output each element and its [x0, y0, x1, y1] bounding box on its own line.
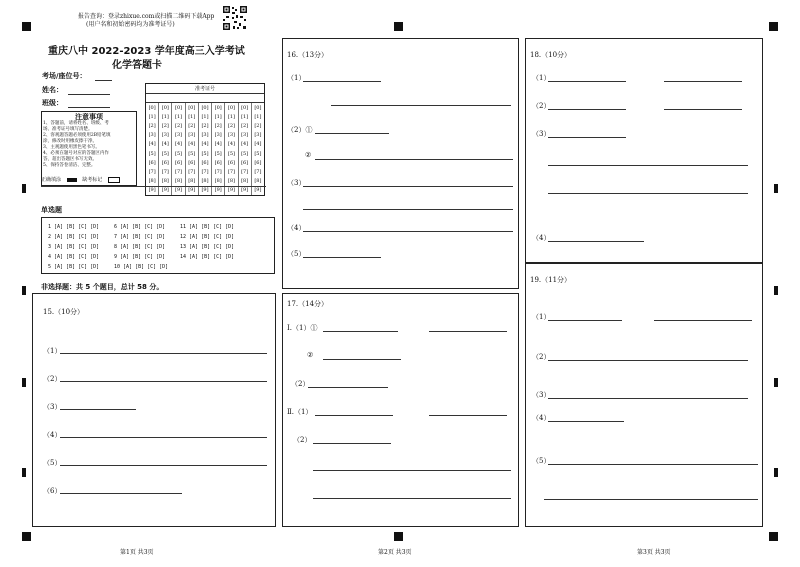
candidate-id-bubble[interactable]: [2] — [188, 122, 196, 129]
name-field[interactable] — [68, 94, 110, 95]
absent-mark-box[interactable] — [108, 177, 120, 183]
q16-part5-label: （5） — [287, 250, 306, 258]
q15-title: 15.（10分） — [43, 308, 85, 316]
candidate-id-bubble[interactable]: [5] — [148, 150, 156, 157]
q16-title: 16.（13分） — [287, 51, 329, 59]
candidate-id-column — [146, 103, 159, 195]
timing-mark-right-3 — [774, 378, 778, 387]
q19-part2-label: （2） — [532, 353, 551, 361]
q17-part1-answer-c[interactable] — [323, 359, 401, 360]
candidate-id-bubble[interactable]: [1] — [201, 113, 209, 120]
q18-part2-answer-b[interactable] — [664, 109, 742, 110]
candidate-id-bubble[interactable]: [8] — [241, 178, 249, 185]
q15-part3-label: （3） — [43, 403, 62, 411]
q18-part3-answer-c[interactable] — [548, 193, 748, 194]
q19-title: 19.（11分） — [530, 276, 572, 284]
mc-grid — [48, 222, 246, 272]
candidate-id-bubble[interactable]: [6] — [188, 159, 196, 166]
q18-title: 18.（10分） — [530, 51, 572, 59]
q19-part1-answer-a[interactable] — [548, 320, 622, 321]
mc-question[interactable]: 2 [A] [B] [C] [D] — [48, 234, 100, 240]
candidate-id-bubble[interactable]: [0] — [148, 104, 156, 111]
q19-box — [525, 263, 763, 527]
candidate-id-bubble[interactable]: [1] — [241, 113, 249, 120]
candidate-id-bubble[interactable]: [9] — [201, 187, 209, 194]
candidate-id-bubble[interactable]: [8] — [175, 178, 183, 185]
q15-part5-answer[interactable] — [60, 465, 267, 466]
candidate-id-bubble[interactable]: [9] — [254, 187, 262, 194]
mc-question[interactable]: 14 [A] [B] [C] [D] — [180, 254, 235, 260]
candidate-id-bubble[interactable]: [8] — [201, 178, 209, 185]
footer-page2: 第2页 共3页 — [378, 549, 412, 556]
mc-question[interactable]: 1 [A] [B] [C] [D] — [48, 224, 100, 230]
q16-part2-label: （2）① — [287, 126, 313, 134]
candidate-id-bubble[interactable]: [5] — [201, 150, 209, 157]
candidate-id-label: 准考证号 — [194, 86, 215, 92]
notes-list — [43, 121, 111, 169]
candidate-id-bubble[interactable]: [1] — [254, 113, 262, 120]
timing-mark-left-2 — [22, 286, 26, 295]
candidate-id-bubble[interactable]: [6] — [227, 159, 235, 166]
q15-part1-answer[interactable] — [60, 353, 267, 354]
exam-subtitle: 化学答题卡 — [112, 60, 162, 71]
q19-part1-answer-b[interactable] — [654, 320, 752, 321]
q15-part3-answer[interactable] — [60, 409, 136, 410]
candidate-id-bubble[interactable]: [1] — [214, 113, 222, 120]
q17-title: 17.（14分） — [287, 300, 329, 308]
candidate-id-bubble[interactable]: [0] — [241, 104, 249, 111]
q19-part3-answer[interactable] — [548, 398, 748, 399]
candidate-id-bubble[interactable]: [5] — [227, 150, 235, 157]
candidate-id-bubble[interactable]: [3] — [214, 132, 222, 139]
mc-question[interactable] — [180, 262, 246, 272]
mc-row — [48, 262, 246, 272]
q17-part2-answer[interactable] — [308, 387, 388, 388]
candidate-id-bubble[interactable]: [3] — [201, 132, 209, 139]
mc-box — [41, 217, 275, 274]
candidate-id-grid — [146, 103, 264, 195]
candidate-id-bubble[interactable]: [3] — [161, 132, 169, 139]
candidate-id-bubble[interactable]: [6] — [161, 159, 169, 166]
candidate-id-bubble[interactable]: [5] — [188, 150, 196, 157]
timing-mark-left-1 — [22, 184, 26, 193]
q15-part4-answer[interactable] — [60, 437, 267, 438]
notes-item: 5、保持答卷清洁、完整。 — [43, 163, 96, 168]
report-notice-line2: (用户名和初始密码均为准考证号) — [86, 21, 175, 28]
q16-part1-label: （1） — [287, 74, 306, 82]
q19-part5-label: （5） — [532, 457, 551, 465]
q16-part5-answer[interactable] — [303, 257, 381, 258]
q18-part4-label: （4） — [532, 234, 551, 242]
mc-question[interactable]: 13 [A] [B] [C] [D] — [180, 244, 235, 250]
mc-question[interactable]: 12 [A] [B] [C] [D] — [180, 234, 235, 240]
candidate-id-bubble[interactable]: [6] — [175, 159, 183, 166]
candidate-id-column — [239, 103, 252, 195]
candidate-id-bubble[interactable]: [4] — [254, 141, 262, 148]
q15-box — [32, 293, 276, 527]
candidate-id-bubble[interactable]: [2] — [175, 122, 183, 129]
mc-row — [48, 252, 246, 262]
notes-item: 场、准考证号填写清楚。 — [43, 127, 93, 132]
mc-question[interactable]: 3 [A] [B] [C] [D] — [48, 244, 100, 250]
timing-mark-left-4 — [22, 468, 26, 477]
seat-label: 考场/座位号： — [42, 72, 87, 80]
q19-part4-label: （4） — [532, 414, 551, 422]
qr-code-icon — [222, 5, 248, 31]
candidate-id-bubble[interactable]: [5] — [175, 150, 183, 157]
q17-part4-label: （2） — [293, 436, 312, 444]
mc-question[interactable]: 11 [A] [B] [C] [D] — [180, 224, 235, 230]
mc-question[interactable]: 10 [A] [B] [C] [D] — [114, 264, 169, 270]
timing-mark-left-3 — [22, 378, 26, 387]
candidate-id-bubble[interactable]: [9] — [175, 187, 183, 194]
q17-part1b-label: ② — [307, 351, 314, 359]
q17-part3-answer-b[interactable] — [429, 415, 507, 416]
candidate-id-bubble[interactable]: [2] — [241, 122, 249, 129]
q16-part3-answer-a[interactable] — [303, 186, 513, 187]
q17-part4-answer-b[interactable] — [313, 470, 511, 471]
mc-row — [48, 232, 246, 242]
q18-part1-label: （1） — [532, 74, 551, 82]
q18-part2-label: （2） — [532, 102, 551, 110]
q16-box — [282, 38, 519, 289]
candidate-id-bubble[interactable]: [8] — [148, 178, 156, 185]
q17-part4-answer-a[interactable] — [313, 443, 391, 444]
candidate-id-bubble[interactable]: [7] — [188, 168, 196, 175]
candidate-id-bubble[interactable]: [4] — [241, 141, 249, 148]
timing-mark-right-1 — [774, 184, 778, 193]
candidate-id-bubble[interactable]: [3] — [148, 132, 156, 139]
candidate-id-bubble[interactable]: [7] — [175, 168, 183, 175]
candidate-id-bubble[interactable]: [6] — [148, 159, 156, 166]
candidate-id-bubble[interactable]: [8] — [254, 178, 262, 185]
seat-field[interactable] — [95, 80, 112, 81]
q19-part2-answer[interactable] — [548, 360, 748, 361]
candidate-id-bubble[interactable]: [3] — [175, 132, 183, 139]
candidate-id-bubble[interactable]: [7] — [148, 168, 156, 175]
notes-item: 涂，修改时用橡皮擦干净。 — [43, 139, 97, 144]
mc-question[interactable]: 6 [A] [B] [C] [D] — [114, 224, 166, 230]
q16-part2-answer-a[interactable] — [315, 133, 389, 134]
mc-question[interactable]: 9 [A] [B] [C] [D] — [114, 254, 166, 260]
candidate-id-bubble[interactable]: [0] — [188, 104, 196, 111]
candidate-id-box — [145, 83, 265, 196]
absent-mark-label: 缺考标记 — [82, 177, 103, 183]
candidate-id-bubble[interactable]: [1] — [188, 113, 196, 120]
candidate-id-bubble[interactable]: [9] — [214, 187, 222, 194]
timing-mark-right-2 — [774, 286, 778, 295]
corner-mark-tr — [769, 22, 778, 31]
non-mc-title: 非选择题：共 5 个题目，总计 58 分。 — [41, 283, 164, 291]
candidate-id-column — [212, 103, 225, 195]
candidate-id-bubble[interactable]: [0] — [254, 104, 262, 111]
candidate-id-bubble[interactable]: [6] — [241, 159, 249, 166]
q16-part2b-label: ② — [305, 151, 312, 159]
candidate-id-bubble[interactable]: [7] — [201, 168, 209, 175]
candidate-id-column — [252, 103, 264, 195]
class-field[interactable] — [68, 107, 110, 108]
corner-mark-mid-tl — [394, 22, 403, 31]
candidate-id-bubble[interactable]: [7] — [227, 168, 235, 175]
q15-part6-answer[interactable] — [60, 493, 182, 494]
q16-part3-label: （3） — [287, 179, 306, 187]
candidate-id-column — [225, 103, 238, 195]
candidate-id-bubble[interactable]: [7] — [254, 168, 262, 175]
candidate-id-bubble[interactable]: [1] — [175, 113, 183, 120]
candidate-id-bubble[interactable]: [2] — [148, 122, 156, 129]
q16-part1-answer-a[interactable] — [303, 81, 381, 82]
q19-part3-label: （3） — [532, 391, 551, 399]
q15-part6-label: （6） — [43, 487, 62, 495]
notes-item: 2、客观题答题必须使用2B铅笔填 — [43, 133, 111, 138]
candidate-id-bubble[interactable]: [5] — [241, 150, 249, 157]
notes-rule — [41, 186, 266, 187]
candidate-id-bubble[interactable]: [2] — [254, 122, 262, 129]
candidate-id-bubble[interactable]: [9] — [241, 187, 249, 194]
candidate-id-bubble[interactable]: [7] — [161, 168, 169, 175]
q18-part4-answer[interactable] — [548, 241, 644, 242]
candidate-id-bubble[interactable]: [0] — [214, 104, 222, 111]
q18-part1-answer-a[interactable] — [548, 81, 626, 82]
corner-mark-mid-bl — [394, 532, 403, 541]
candidate-id-bubble[interactable]: [4] — [161, 141, 169, 148]
q17-part4-answer-c[interactable] — [313, 498, 511, 499]
candidate-id-bubble[interactable]: [3] — [227, 132, 235, 139]
candidate-id-bubble[interactable]: [0] — [201, 104, 209, 111]
candidate-id-bubble[interactable]: [0] — [227, 104, 235, 111]
candidate-id-bubble[interactable]: [4] — [214, 141, 222, 148]
q18-part2-answer-a[interactable] — [548, 109, 626, 110]
footer-page1: 第1页 共3页 — [120, 549, 154, 556]
notes-item: 3、主观题使用黑色笔书写。 — [43, 145, 100, 150]
candidate-id-bubble[interactable]: [3] — [188, 132, 196, 139]
candidate-id-bubble[interactable]: [2] — [227, 122, 235, 129]
q17-part3-answer-a[interactable] — [315, 415, 393, 416]
q15-part2-label: （2） — [43, 375, 62, 383]
candidate-id-column — [172, 103, 185, 195]
mc-question[interactable]: 4 [A] [B] [C] [D] — [48, 254, 100, 260]
fill-legend — [41, 176, 120, 183]
candidate-id-bubble[interactable]: [9] — [188, 187, 196, 194]
candidate-id-bubble[interactable]: [4] — [227, 141, 235, 148]
correct-fill-label: 正确填涂 — [41, 177, 62, 183]
exam-title: 重庆八中 2022-2023 学年度高三入学考试 — [48, 46, 245, 57]
mc-question[interactable]: 5 [A] [B] [C] [D] — [48, 264, 100, 270]
candidate-id-bubble[interactable]: [8] — [188, 178, 196, 185]
candidate-id-bubble[interactable]: [9] — [227, 187, 235, 194]
q17-part1-label: Ⅰ.（1）① — [287, 324, 318, 332]
candidate-id-bubble[interactable]: [4] — [148, 141, 156, 148]
notes-item: 1、答题前，请将姓名、班级、考 — [43, 121, 109, 126]
q18-part3-answer-b[interactable] — [548, 165, 748, 166]
q18-part3-label: （3） — [532, 130, 551, 138]
q18-part3-answer-a[interactable] — [548, 137, 626, 138]
candidate-id-column — [159, 103, 172, 195]
class-label: 班级： — [42, 99, 63, 107]
q17-part1-answer-a[interactable] — [323, 331, 398, 332]
q16-part1-answer-b[interactable] — [331, 105, 511, 106]
candidate-id-bubble[interactable]: [5] — [214, 150, 222, 157]
candidate-id-bubble[interactable]: [7] — [214, 168, 222, 175]
q16-part3-answer-b[interactable] — [303, 209, 513, 210]
timing-mark-right-4 — [774, 468, 778, 477]
q17-part3-label: Ⅱ.（1） — [287, 408, 313, 416]
candidate-id-bubble[interactable]: [2] — [201, 122, 209, 129]
candidate-id-bubble[interactable]: [5] — [161, 150, 169, 157]
q15-part4-label: （4） — [43, 431, 62, 439]
mc-question[interactable]: 7 [A] [B] [C] [D] — [114, 234, 166, 240]
q18-part1-answer-b[interactable] — [664, 81, 742, 82]
candidate-id-bubble[interactable]: [1] — [148, 113, 156, 120]
footer-page3: 第3页 共3页 — [637, 549, 671, 556]
q16-part2-answer-b[interactable] — [315, 159, 513, 160]
candidate-id-bubble[interactable]: [3] — [241, 132, 249, 139]
q19-part4-answer[interactable] — [548, 421, 624, 422]
candidate-id-bubble[interactable]: [6] — [254, 159, 262, 166]
candidate-id-bubble[interactable]: [4] — [188, 141, 196, 148]
q19-part5-answer-b[interactable] — [544, 499, 758, 500]
mc-row — [48, 242, 246, 252]
mc-question[interactable]: 8 [A] [B] [C] [D] — [114, 244, 166, 250]
name-label: 姓名： — [42, 86, 63, 94]
q19-part1-label: （1） — [532, 313, 551, 321]
q19-part5-answer-a[interactable] — [548, 464, 758, 465]
candidate-id-bubble[interactable]: [6] — [201, 159, 209, 166]
corner-mark-br — [769, 532, 778, 541]
q16-part4-answer[interactable] — [303, 231, 513, 232]
candidate-id-column — [186, 103, 199, 195]
report-notice-line1: 报告查询：登录zhixue.com或扫描二维码下载App — [78, 13, 215, 20]
q17-box — [282, 293, 519, 527]
corner-mark-bl — [22, 532, 31, 541]
notes-box — [41, 111, 137, 186]
corner-mark-tl — [22, 22, 31, 31]
candidate-id-bubble[interactable]: [1] — [161, 113, 169, 120]
candidate-id-bubble[interactable]: [2] — [214, 122, 222, 129]
q18-box — [525, 38, 763, 263]
mc-row — [48, 222, 246, 232]
candidate-id-bubble[interactable]: [3] — [254, 132, 262, 139]
notes-title: 注意事项 — [75, 113, 103, 121]
candidate-id-bubble[interactable]: [4] — [201, 141, 209, 148]
candidate-id-bubble[interactable]: [6] — [214, 159, 222, 166]
candidate-id-bubble[interactable]: [5] — [254, 150, 262, 157]
candidate-id-bubble[interactable]: [9] — [148, 187, 156, 194]
q15-part5-label: （5） — [43, 459, 62, 467]
q17-part1-answer-b[interactable] — [429, 331, 507, 332]
q16-part4-label: （4） — [287, 224, 306, 232]
q17-part2-label: （2） — [291, 380, 310, 388]
candidate-id-bubble[interactable]: [7] — [241, 168, 249, 175]
q15-part1-label: （1） — [43, 347, 62, 355]
candidate-id-bubble[interactable]: [8] — [161, 178, 169, 185]
candidate-id-bubble[interactable]: [0] — [175, 104, 183, 111]
candidate-id-bubble[interactable]: [2] — [161, 122, 169, 129]
candidate-id-bubble[interactable]: [0] — [161, 104, 169, 111]
q15-part2-answer[interactable] — [60, 381, 267, 382]
mc-title: 单选题 — [41, 206, 62, 214]
candidate-id-bubble[interactable]: [1] — [227, 113, 235, 120]
candidate-id-column — [199, 103, 212, 195]
candidate-id-bubble[interactable]: [8] — [227, 178, 235, 185]
candidate-id-bubble[interactable]: [4] — [175, 141, 183, 148]
notes-item: 4、必须在题号对应的答题区内作 — [43, 151, 109, 156]
candidate-id-bubble[interactable]: [9] — [161, 187, 169, 194]
notes-item: 答，超出答题区书写无效。 — [43, 157, 97, 162]
candidate-id-bubble[interactable]: [8] — [214, 178, 222, 185]
correct-fill-swatch — [67, 178, 77, 182]
